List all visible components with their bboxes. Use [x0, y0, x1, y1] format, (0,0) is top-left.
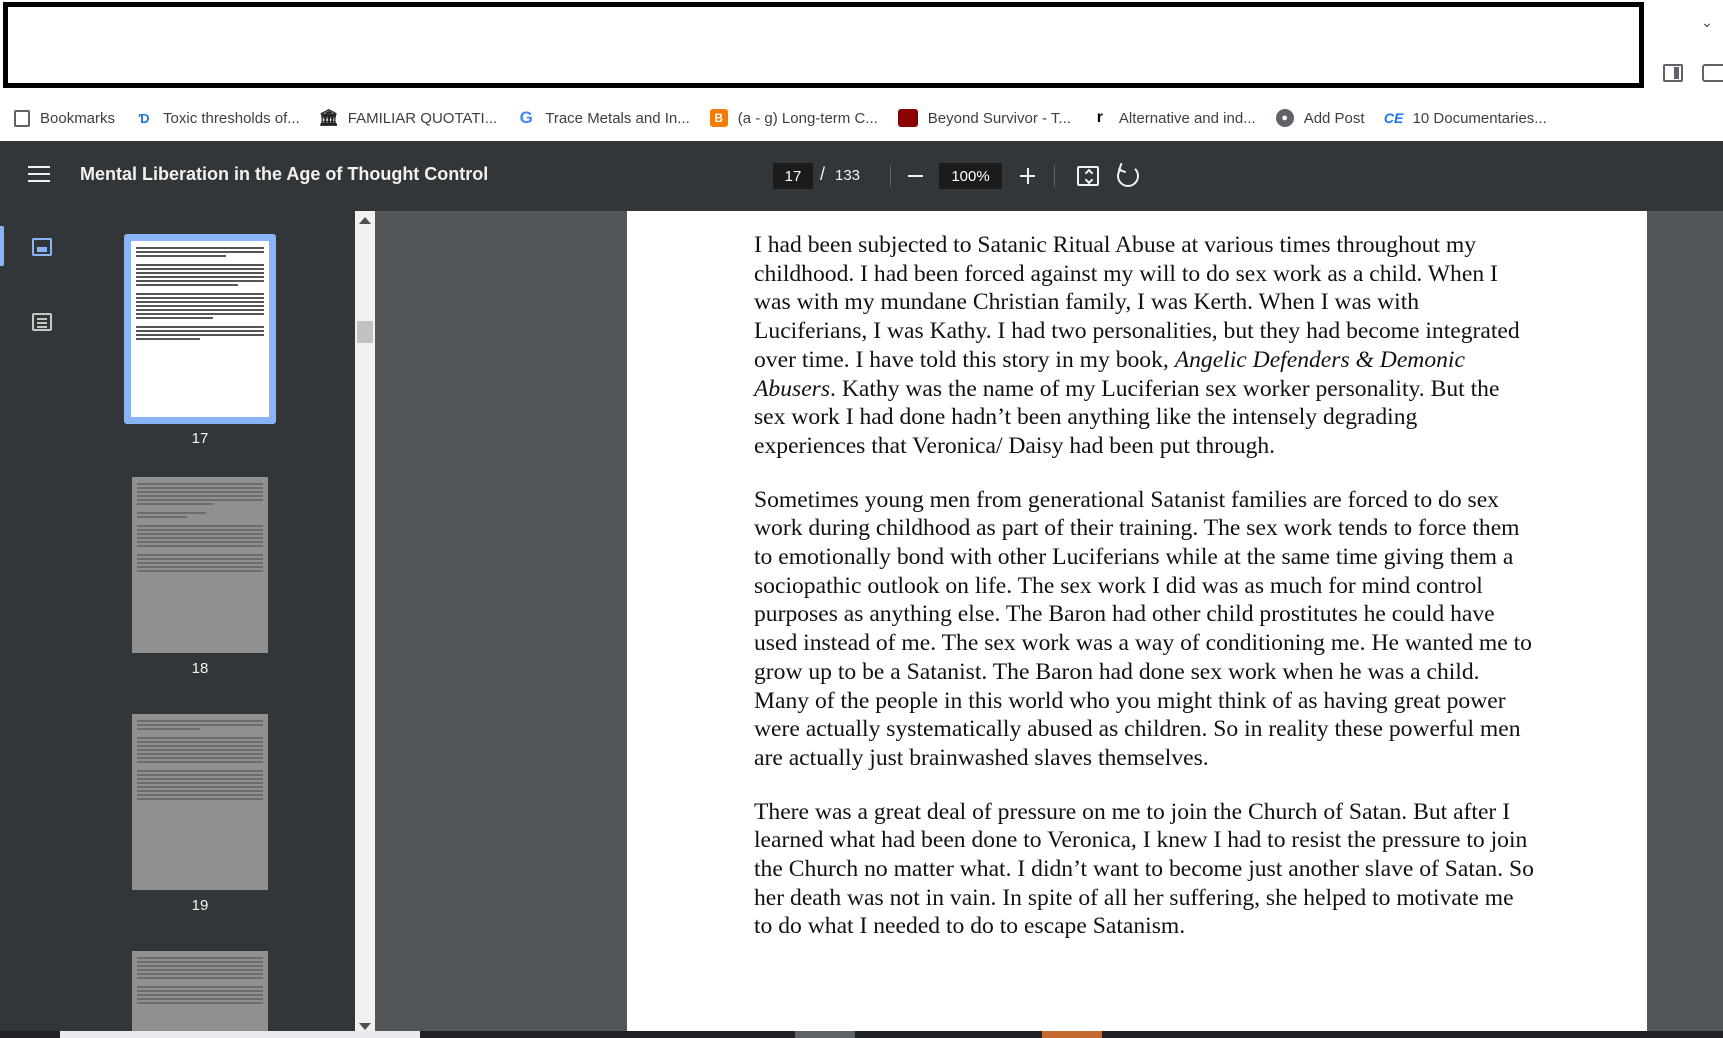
pdf-toolbar: [0, 141, 1723, 211]
bookmark-item-long-term[interactable]: [710, 105, 878, 131]
google-icon: G: [519, 108, 533, 127]
bookmark-item-add-post[interactable]: [1276, 105, 1365, 131]
paragraph-text: I had been subjected to Satanic Ritual Abuse at various times throughout my childhood. I had been forced against my will to do sex work as a child. When I was with my mundane Christian family, I was Kerth. When I was with Luciferians, I was Kathy. I had two personalities, but they had become integrated over time. I have told this story in my book,: [754, 232, 1520, 373]
bookmark-label: Toxic thresholds of...: [163, 109, 300, 127]
red-favicon-icon: [898, 109, 918, 127]
document-outline-tab-icon[interactable]: [32, 313, 52, 331]
page-number-input[interactable]: [773, 163, 813, 189]
total-pages: 133: [835, 167, 861, 184]
r-favicon-icon: r: [1096, 109, 1104, 126]
thumbnail-preview: [132, 477, 268, 653]
thumbnail-preview: [132, 714, 268, 890]
bookmark-item-documentaries[interactable]: [1385, 105, 1547, 131]
scrollbar-thumb[interactable]: [357, 321, 373, 343]
thumbnail-page-number: 19: [191, 897, 209, 914]
page-text: [754, 231, 1534, 966]
sidebar-scrollbar[interactable]: [355, 211, 375, 1038]
active-tab-indicator: [0, 226, 4, 266]
bookmark-item-alternative[interactable]: [1091, 105, 1256, 131]
menu-icon[interactable]: [28, 166, 50, 184]
page-separator: /: [820, 164, 826, 184]
bookmark-label: 10 Documentaries...: [1412, 109, 1547, 127]
bookmark-label: (a - g) Long-term C...: [737, 109, 878, 127]
thumbnail-preview: [131, 241, 269, 417]
blogger-icon: B: [710, 109, 728, 127]
document-title: Mental Liberation in the Age of Thought Control: [80, 164, 489, 184]
bookmark-label: Beyond Survivor - T...: [927, 109, 1071, 127]
paragraph: [754, 231, 1534, 461]
thumbnail-page-18[interactable]: [132, 477, 268, 677]
bookmark-label: Trace Metals and In...: [545, 109, 690, 127]
taskbar-item[interactable]: [60, 1031, 420, 1038]
bookmark-label: FAMILIAR QUOTATI...: [347, 109, 498, 127]
bookmark-label: Bookmarks: [40, 109, 116, 127]
taskbar-item[interactable]: [1042, 1031, 1102, 1038]
bookmark-label: Alternative and ind...: [1118, 109, 1256, 127]
paragraph: Sometimes young men from generational Satanist families are forced to do sex work during childhood as part of their training. The sex work tends to force them to emotionally bond with other Luciferians while at the same time giving them a sociopathic outlook on life. The sex work I did was as much for mind control purposes as anything else. The Baron had other child prostitutes he could have used instead of me. The sex work was a way of conditioning me. He wanted me to grow up to be a Satanist. The Baron had done sex work when he was a child. Many of the people in this world who you might think of as having great power were actually systematically abused as children. So in reality these powerful men are actually just brainwashed slaves themselves.: [754, 486, 1532, 771]
pdf-viewer[interactable]: [375, 211, 1723, 1031]
thumbnail-page-17[interactable]: [124, 234, 276, 447]
thumbnail-page-number: 17: [191, 430, 209, 447]
globe-icon: ●: [1276, 109, 1294, 127]
address-bar[interactable]: [3, 2, 1644, 88]
chevron-down-icon[interactable]: ⌄: [1701, 14, 1713, 30]
rotate-icon[interactable]: [1117, 165, 1139, 187]
pdf-page: [627, 211, 1647, 1031]
library-icon: 🏛: [318, 110, 339, 127]
bookmark-item-familiar[interactable]: [320, 105, 497, 131]
pdf-sidebar: [0, 211, 355, 1038]
paragraph-text: . Kathy was the name of my Luciferian sex worker personality. But the sex work I had done hadn’t been anything like the intensely degrading experiences that Veronica/ Daisy had been put through.: [754, 375, 1500, 459]
zoom-out-button[interactable]: [906, 165, 926, 187]
zoom-in-button[interactable]: [1018, 165, 1038, 187]
taskbar: [0, 1031, 1723, 1038]
ce-favicon-icon: CE: [1383, 110, 1404, 126]
bookmark-item-beyond-survivor[interactable]: [898, 105, 1071, 131]
bookmark-item-bookmarks[interactable]: [14, 105, 115, 131]
sidebar-tabs: [0, 211, 80, 1038]
thumbnails-tab-icon[interactable]: [32, 238, 52, 256]
thumbnail-page-number: 18: [191, 660, 209, 677]
bookmarks-bar: [0, 103, 1723, 133]
thumbnail-page-next[interactable]: [132, 951, 268, 1038]
toolbar-divider: [1054, 165, 1055, 187]
paragraph: There was a great deal of pressure on me to join the Church of Satan. But after I learned what had been done to Veronica, I knew I had to resist the pressure to join the Church no matter what. I didn’t want to become just another slave of Satan. So her death was not in vain. In spite of all her suffering, she helped to motivate me to do what I needed to do to escape Satanism.: [754, 798, 1534, 940]
thumbnail-page-19[interactable]: [132, 714, 268, 914]
d-favicon-icon: Ɗ: [138, 110, 150, 126]
bookmark-label: Add Post: [1303, 109, 1365, 127]
bookmark-item-toxic[interactable]: [135, 105, 300, 131]
wallet-icon[interactable]: [1702, 64, 1723, 82]
toolbar-divider: [890, 165, 891, 187]
scroll-up-arrow-icon[interactable]: [359, 217, 371, 224]
bookmark-icon: [14, 110, 30, 127]
bookmark-item-trace-metals[interactable]: [517, 105, 690, 131]
book-title: Angelic Defenders & Demonic Abusers: [754, 346, 1465, 402]
taskbar-item[interactable]: [795, 1031, 855, 1038]
browser-top-area: [0, 0, 1723, 92]
zoom-level-input[interactable]: [939, 163, 1002, 189]
side-panel-icon[interactable]: [1663, 64, 1683, 82]
fit-to-page-icon[interactable]: [1077, 166, 1099, 186]
scroll-down-arrow-icon[interactable]: [359, 1023, 371, 1030]
thumbnail-preview: [132, 951, 268, 1038]
